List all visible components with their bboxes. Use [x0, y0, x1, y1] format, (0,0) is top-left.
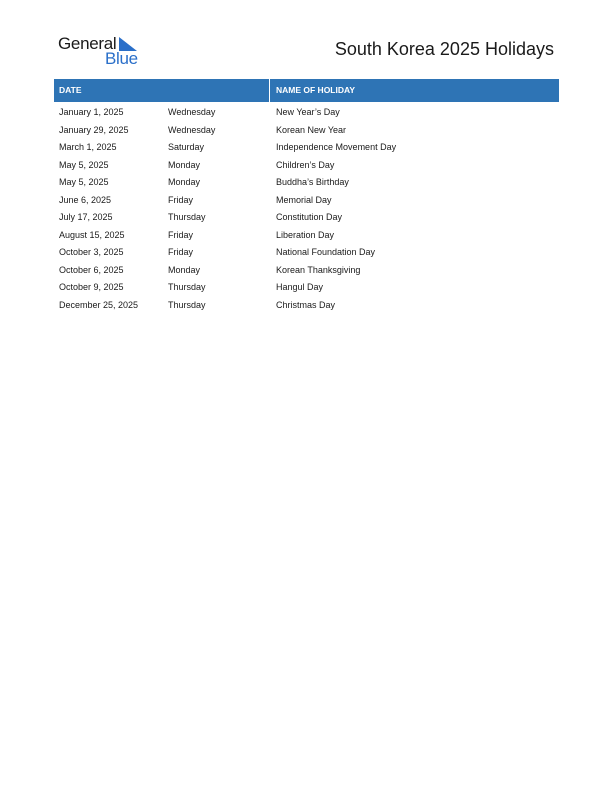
logo-text-blue: Blue	[105, 49, 138, 68]
holiday-name: Independence Movement Day	[276, 142, 397, 152]
holiday-date: March 1, 2025	[59, 142, 117, 152]
holiday-name: New Year’s Day	[276, 107, 340, 117]
holiday-weekday: Wednesday	[168, 124, 216, 135]
holiday-date: October 3, 2025	[59, 247, 124, 257]
brand-logo	[58, 34, 148, 68]
holiday-name: Korean New Year	[276, 124, 347, 135]
column-header-date: DATE	[54, 79, 270, 102]
table-row	[54, 104, 559, 122]
holiday-name: Memorial Day	[276, 194, 332, 205]
holiday-name: Constitution Day	[276, 212, 343, 222]
table-row	[54, 122, 559, 140]
holiday-weekday: Thursday	[168, 212, 206, 222]
table-row	[54, 139, 559, 157]
holiday-date: May 5, 2025	[59, 159, 109, 170]
holiday-name: National Foundation Day	[276, 247, 376, 257]
holiday-weekday: Friday	[168, 194, 194, 205]
table-row	[54, 227, 559, 245]
logo-text-general: General	[58, 34, 117, 53]
holiday-weekday: Saturday	[168, 142, 205, 152]
holiday-name: Children’s Day	[276, 159, 335, 170]
holiday-name: Hangul Day	[276, 282, 324, 292]
holiday-weekday: Monday	[168, 264, 201, 275]
page-title: South Korea 2025 Holidays	[334, 39, 554, 59]
holiday-date: May 5, 2025	[59, 177, 109, 187]
holiday-name: Buddha’s Birthday	[276, 177, 349, 187]
column-header-holiday-name: NAME OF HOLIDAY	[276, 85, 356, 95]
table-row	[54, 244, 559, 262]
table-row	[54, 209, 559, 227]
holiday-weekday: Wednesday	[168, 107, 216, 117]
holiday-date: October 6, 2025	[59, 264, 124, 275]
table-header	[54, 79, 559, 102]
holiday-date: July 17, 2025	[59, 212, 113, 222]
holiday-weekday: Friday	[168, 247, 194, 257]
holiday-weekday: Friday	[168, 229, 194, 240]
holiday-date: August 15, 2025	[59, 229, 125, 240]
table-row	[54, 174, 559, 192]
holiday-weekday: Thursday	[168, 299, 206, 310]
holiday-name: Liberation Day	[276, 229, 335, 240]
table-row	[54, 297, 559, 315]
holiday-name: Christmas Day	[276, 299, 336, 310]
table-body	[54, 102, 559, 314]
table-row	[54, 157, 559, 175]
table-row	[54, 262, 559, 280]
holiday-name: Korean Thanksgiving	[276, 264, 361, 275]
holiday-date: January 29, 2025	[59, 124, 129, 135]
holiday-date: December 25, 2025	[59, 299, 139, 310]
holiday-date: October 9, 2025	[59, 282, 124, 292]
holiday-weekday: Thursday	[168, 282, 206, 292]
holiday-table	[54, 79, 559, 314]
table-row	[54, 192, 559, 210]
holiday-weekday: Monday	[168, 159, 201, 170]
holiday-weekday: Monday	[168, 177, 201, 187]
holiday-date: January 1, 2025	[59, 107, 124, 117]
holiday-date: June 6, 2025	[59, 194, 112, 205]
table-row	[54, 279, 559, 297]
